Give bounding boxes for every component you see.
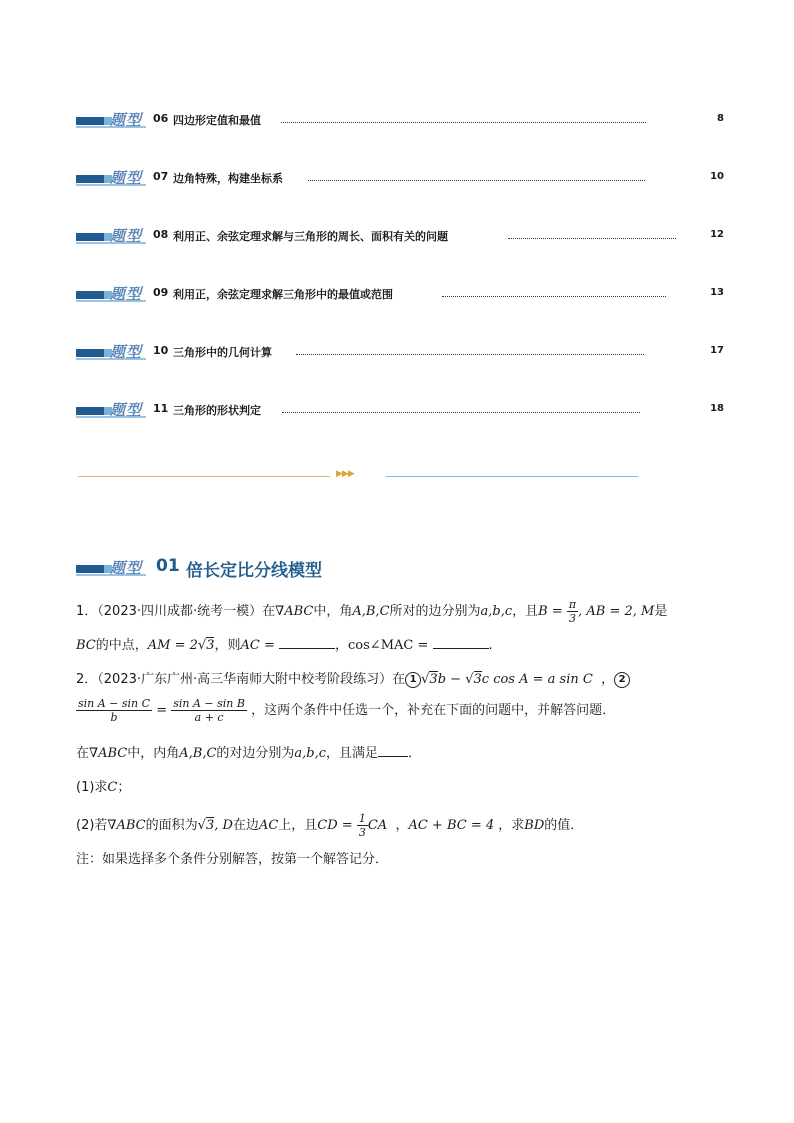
circled-number: 1: [405, 672, 421, 688]
toc-entry[interactable]: [76, 226, 724, 246]
toc-number: 06: [153, 112, 169, 125]
problem-2-question-1: (1)求C；: [76, 780, 131, 795]
badge-icon: 题型: [76, 343, 146, 361]
toc-page: 13: [710, 287, 724, 298]
toc-entry[interactable]: [76, 168, 724, 188]
problem-1-line-2: BC的中点，AM = 2√3，则AC = ，cos∠MAC = .: [76, 638, 493, 653]
toc-entry[interactable]: [76, 110, 724, 130]
section-title: 倍长定比分线模型: [186, 561, 322, 581]
answer-blank[interactable]: [378, 744, 408, 757]
toc-number: 07: [153, 170, 169, 183]
answer-blank[interactable]: [279, 636, 335, 649]
toc-entry[interactable]: [76, 284, 724, 304]
toc-number: 10: [153, 344, 169, 357]
circled-number: 2: [614, 672, 630, 688]
toc-title: 三角形中的几何计算: [173, 346, 272, 359]
toc-title: 四边形定值和最值: [173, 114, 261, 127]
fraction-pi-over-3: $\frac{\pi}{3}$: [568, 598, 577, 625]
toc-title: 边角特殊，构建坐标系: [173, 172, 283, 185]
fraction: $\frac{\text{sin A − sin B}}{a + c}$: [173, 697, 245, 724]
toc-number: 11: [153, 402, 169, 415]
toc-page: 12: [710, 229, 724, 240]
badge-icon: 题型: [76, 169, 146, 187]
dot-leader: [442, 296, 666, 297]
dot-leader: [308, 180, 645, 181]
problem-2-line-3: 在∇ABC中，内角A,B,C的对边分别为a,b,c，且满足 ．: [76, 746, 422, 761]
triangle-arrows-icon: ▶▶▶: [336, 469, 354, 479]
problem-2-question-2: (2)若∇ABC的面积为√3, D在边AC上，且CD = $\frac{1}{3}$ CA ，AC + BC = 4 ，求BD的值．: [76, 812, 584, 839]
toc-page: 18: [710, 403, 724, 414]
fraction: $\frac{\text{sin A − sin C}}{b}$: [78, 697, 151, 724]
separator-line-right: [386, 476, 638, 477]
toc-page: 17: [710, 345, 724, 356]
badge-icon: 题型: [76, 401, 146, 419]
toc-title: 利用正，余弦定理求解三角形中的最值或范围: [173, 288, 393, 301]
answer-blank[interactable]: [433, 636, 489, 649]
toc-title: 三角形的形状判定: [173, 404, 261, 417]
problem-2-line-1: 2．（2023·广东广州·高三华南师大附中校考阶段练习）在 1 √3b − √3c cos A = a sin C ， 2: [76, 668, 630, 688]
toc-entry[interactable]: [76, 342, 724, 362]
dot-leader: [296, 354, 644, 355]
section-heading: [76, 556, 476, 580]
problem-2-note: 注：如果选择多个条件分别解答，按第一个解答记分．: [76, 852, 389, 867]
problem-2-line-2: $\frac{\text{sin A − sin C}}{b}$ = $\frac{\text{sin A − sin B}}{a + c}$ ，这两个条件中任选一个，补充在下面的问题中，并解答问题．: [78, 697, 616, 724]
problem-1-line-1: 1．（2023·四川成都·统考一模）在∇ABC中，角A,B,C所对的边分别为a,b,c，且B = $\frac{\pi}{3}$ , AB = 2, M是: [76, 598, 668, 625]
dot-leader: [508, 238, 676, 239]
dot-leader: [282, 412, 640, 413]
toc-page: 10: [710, 171, 724, 182]
badge-icon: 题型: [76, 559, 146, 577]
fraction-one-third: $\frac{1}{3}$: [358, 812, 366, 839]
badge-icon: 题型: [76, 285, 146, 303]
toc-page: 8: [717, 113, 724, 124]
badge-icon: 题型: [76, 227, 146, 245]
separator-line-left: [78, 476, 330, 477]
toc-number: 08: [153, 228, 169, 241]
toc-entry[interactable]: [76, 400, 724, 420]
badge-icon: 题型: [76, 111, 146, 129]
toc-title: 利用正、余弦定理求解与三角形的周长、面积有关的问题: [173, 230, 448, 243]
section-number: 01: [156, 556, 180, 576]
toc-number: 09: [153, 286, 169, 299]
dot-leader: [281, 122, 646, 123]
